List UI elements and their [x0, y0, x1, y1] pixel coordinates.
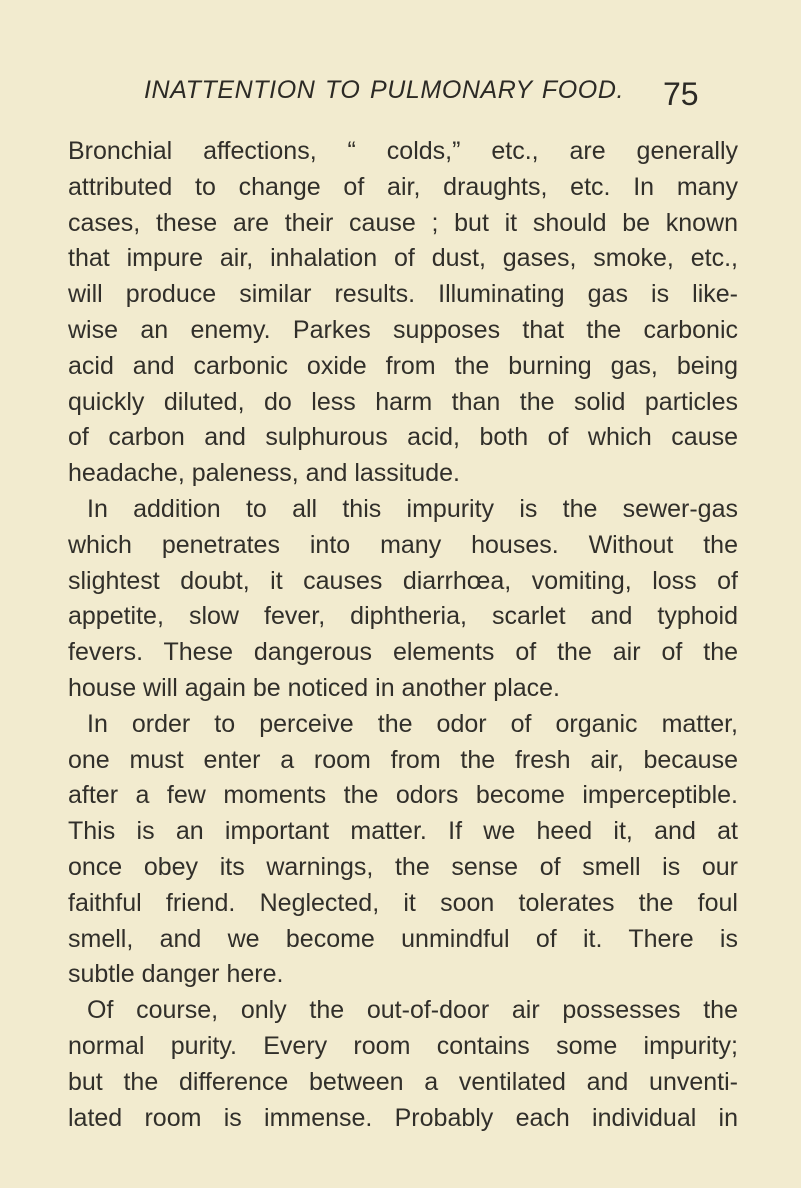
- text-line: faithful friend. Neglected, it soon tolerates the foul: [68, 888, 738, 917]
- text-line: normal purity. Every room contains some impurity;: [68, 1031, 738, 1060]
- text-line: will produce similar results. Illuminating gas is like-: [68, 280, 738, 309]
- text-line: subtle danger here.: [68, 960, 284, 989]
- text-line: Of course, only the out-of-door air possesses the: [87, 996, 738, 1025]
- text-line: This is an important matter. If we heed it, and at: [68, 817, 738, 846]
- text-line: In addition to all this impurity is the sewer-gas: [87, 494, 738, 523]
- running-title: INATTENTION TO PULMONARY FOOD.: [144, 76, 625, 104]
- text-line: but the difference between a ventilated and unventi-: [68, 1067, 738, 1096]
- text-line: lated room is immense. Probably each individual in: [68, 1103, 738, 1132]
- text-line: appetite, slow fever, diphtheria, scarlet and typhoid: [68, 602, 738, 631]
- text-line: after a few moments the odors become imperceptible.: [68, 781, 738, 810]
- text-line: that impure air, inhalation of dust, gases, smoke, etc.,: [68, 244, 738, 273]
- text-line: of carbon and sulphurous acid, both of which cause: [68, 423, 738, 452]
- text-line: one must enter a room from the fresh air, because: [68, 745, 738, 774]
- text-line: house will again be noticed in another place.: [68, 673, 561, 702]
- text-line: which penetrates into many houses. Without the: [68, 530, 738, 559]
- text-line: headache, paleness, and lassitude.: [68, 459, 460, 488]
- running-head: [144, 74, 734, 114]
- text-line: In order to perceive the odor of organic matter,: [87, 709, 738, 738]
- page-number: 75: [663, 76, 699, 112]
- text-line: fevers. These dangerous elements of the air of the: [68, 638, 738, 667]
- text-line: quickly diluted, do less harm than the solid particles: [68, 387, 738, 416]
- text-line: acid and carbonic oxide from the burning gas, being: [68, 351, 738, 380]
- text-line: smell, and we become unmindful of it. There is: [68, 924, 738, 953]
- text-line: attributed to change of air, draughts, etc. In many: [68, 172, 738, 201]
- text-line: Bronchial affections, “ colds,” etc., are generally: [68, 137, 738, 165]
- text-line: once obey its warnings, the sense of smell is our: [68, 852, 738, 881]
- text-line: cases, these are their cause ; but it should be known: [68, 208, 738, 237]
- text-line: slightest doubt, it causes diarrhœa, vomiting, loss of: [68, 566, 738, 595]
- text-line: wise an enemy. Parkes supposes that the carbonic: [68, 315, 738, 344]
- body-text: [68, 134, 738, 1136]
